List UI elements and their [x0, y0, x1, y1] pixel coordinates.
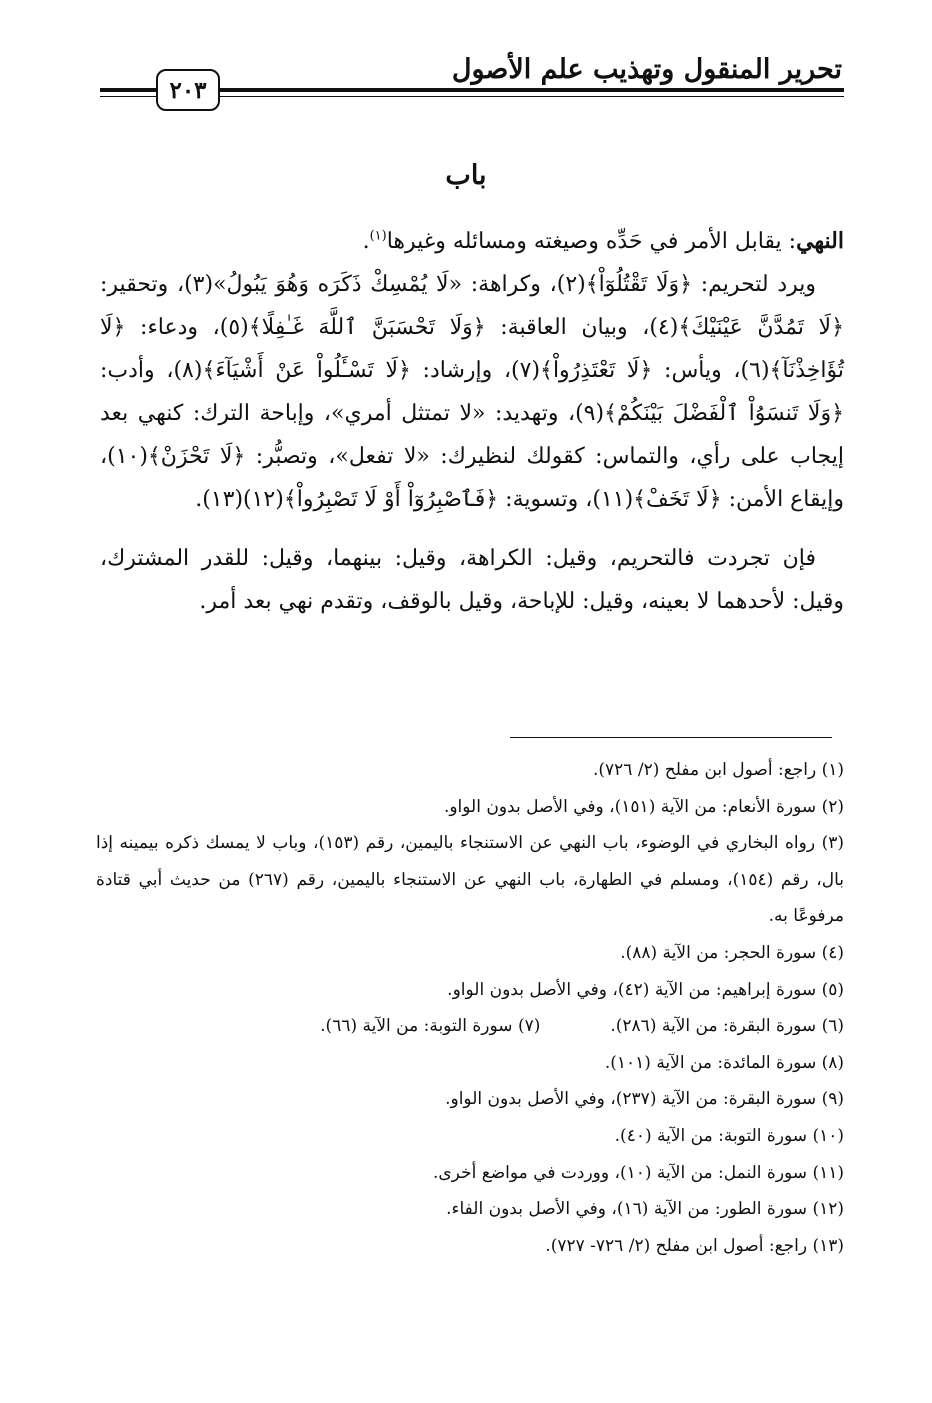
- footnote-12: (١٢) سورة الطور: من الآية (١٦)، وفي الأصل بدون الفاء.: [446, 1199, 844, 1220]
- footnote-2: (٢) سورة الأنعام: من الآية (١٥١)، وفي الأصل بدون الواو.: [443, 796, 844, 817]
- page-number: ٢٠٣: [156, 69, 220, 111]
- footnote-3: (٣) رواه البخاري في الوضوء، باب النهي عن الاستنجاء باليمين، رقم (١٥٣)، وباب لا يمسك ذكره بيمينه إذا بال، رقم (١٥٤)، ومسلم في الطهارة، باب النهي عن الاستنجاء باليمين، رقم (٢٦٧) من حديث أبي قتادة مرفوعًا به.: [96, 833, 844, 927]
- footnote-7: (٧) سورة التوبة: من الآية (٦٦).: [320, 1016, 541, 1037]
- footnote-separator: [510, 737, 832, 738]
- main-text: [100, 220, 844, 623]
- definition-text: : يقابل الأمر في حَدِّه وصيغته ومسائله وغيرها: [386, 229, 797, 254]
- definition-end: .: [362, 229, 370, 254]
- footnote-13: (١٣) راجع: أصول ابن مفلح (٢/ ٧٢٦- ٧٢٧).: [545, 1235, 844, 1256]
- footnotes: [96, 752, 844, 1264]
- paragraph-definition: [100, 220, 844, 263]
- footnote-10: (١٠) سورة التوبة: من الآية (٤٠).: [614, 1125, 844, 1146]
- running-title: تحرير المنقول وتهذيب علم الأصول: [451, 54, 842, 85]
- footnote-11: (١١) سورة النمل: من الآية (١٠)، ووردت في مواضع أخرى.: [432, 1162, 844, 1183]
- footnote-row-6-7: [96, 1008, 844, 1045]
- footnote-1: (١) راجع: أصول ابن مفلح (٢/ ٧٢٦).: [592, 760, 844, 780]
- term-nahy: النهي: [796, 228, 844, 254]
- chapter-title: باب: [445, 160, 487, 191]
- paragraph-opinions: فإن تجردت فالتحريم، وقيل: الكراهة، وقيل: بينهما، وقيل: للقدر المشترك، وقيل: لأحدهما لا بعينه، وقيل: للإباحة، وقيل بالوقف، وتقدم نهي بعد أمر.: [100, 546, 844, 614]
- footnote-4: (٤) سورة الحجر: من الآية (٨٨).: [620, 942, 844, 963]
- footnote-5: (٥) سورة إبراهيم: من الآية (٤٢)، وفي الأصل بدون الواو.: [447, 979, 844, 1000]
- footnote-9: (٩) سورة البقرة: من الآية (٢٣٧)، وفي الأصل بدون الواو.: [445, 1089, 844, 1110]
- footnote-ref: (١): [369, 228, 387, 244]
- footnote-8: (٨) سورة المائدة: من الآية (١٠١).: [604, 1052, 844, 1073]
- paragraph-meanings: ويرد لتحريم: ﴿وَلَا تَقْتُلُوٓاْ﴾(٢)، وكراهة: «لَا يُمْسِكْ ذَكَرَه وَهُوَ يَبُولُ»(٣)، وتحقير: ﴿لَا تَمُدَّنَّ عَيْنَيْكَ﴾(٤)، وبيان العاقبة: ﴿وَلَا تَحْسَبَنَّ ٱللَّهَ غَـٰفِلًا﴾(٥)، ودعاء: ﴿لَا تُؤَاخِذْنَآ﴾(٦)، ويأس: ﴿لَا تَعْتَذِرُواْ﴾(٧)، وإرشاد: ﴿لَا تَسْـَٔلُواْ عَنْ أَشْيَآءَ﴾(٨)، وأدب: ﴿وَلَا تَنسَوُاْ ٱلْفَضْلَ بَيْنَكُمْ﴾(٩)، وتهديد: «لا تمتثل أمري»، وإباحة الترك: كنهي بعد إيجاب على رأي، والتماس: كقولك لنظيرك: «لا تفعل»، وتصبُّر: ﴿لَا تَحْزَنْ﴾(١٠)، وإيقاع الأمن: ﴿لَا تَخَفْ﴾(١١)، وتسوية: ﴿فَٱصْبِرُوٓاْ أَوْ لَا تَصْبِرُواْ﴾(١٢)(١٣).: [100, 272, 845, 512]
- footnote-6: (٦) سورة البقرة: من الآية (٢٨٦).: [610, 1016, 844, 1037]
